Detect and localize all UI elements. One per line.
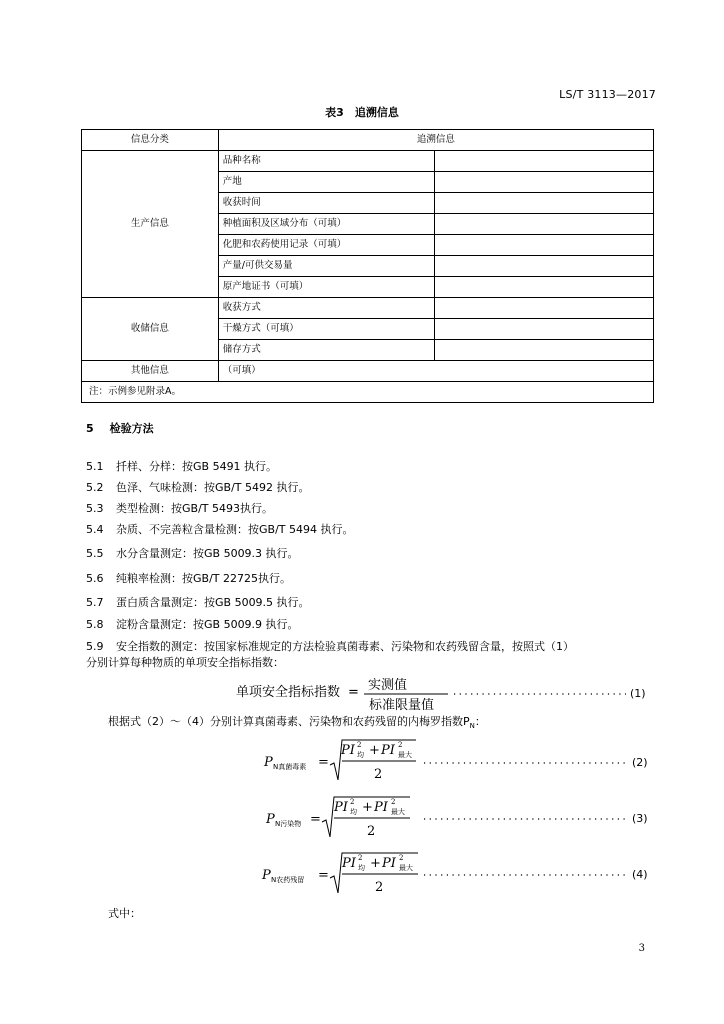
item-cell: 产量/可供交易量 [218, 256, 435, 277]
equation-number: (1) [630, 687, 646, 700]
var-p: P [262, 868, 271, 883]
clause-item [86, 594, 310, 610]
plus-sign: + [370, 856, 381, 871]
value-cell [435, 340, 654, 361]
var-p: P [264, 755, 273, 770]
paragraph-text-end: ： [474, 715, 486, 728]
clause-item [86, 616, 299, 632]
var-pi: PI [341, 743, 355, 758]
clause-number: 5.3 [86, 502, 104, 515]
var-p-subscript: N农药残留 [271, 876, 305, 884]
value-cell [435, 277, 654, 298]
nemerow-paragraph [108, 713, 486, 730]
clause-number: 5.6 [86, 572, 104, 585]
table-row [82, 361, 654, 382]
exponent: 2 [391, 798, 396, 806]
clause-text: 扦样、分样：按GB 5491 执行。 [116, 460, 278, 473]
denominator: 2 [374, 767, 383, 782]
value-cell [435, 172, 654, 193]
page-number: 3 [638, 943, 645, 954]
value-cell [435, 151, 654, 172]
table-note-row [82, 382, 654, 403]
item-cell: 收获时间 [218, 193, 435, 214]
value-cell [435, 193, 654, 214]
table-row [82, 298, 654, 319]
equals-sign: = [310, 812, 321, 827]
clause-text: 类型检测：按GB/T 5493执行。 [116, 502, 273, 515]
exponent: 2 [398, 741, 403, 749]
plus-sign: + [362, 800, 373, 815]
item-cell: 化肥和农药使用记录（可填） [218, 235, 435, 256]
exponent: 2 [350, 798, 355, 806]
clause-text: 杂质、不完善粒含量检测：按GB/T 5494 执行。 [116, 523, 354, 536]
formula-4 [0, 848, 724, 908]
equals-sign: = [318, 755, 329, 770]
equation-number: (2) [632, 756, 648, 769]
where-label: 式中： [108, 907, 141, 920]
clause-number: 5.9 [86, 640, 104, 653]
denominator: 2 [367, 824, 376, 839]
item-cell: 储存方式 [218, 340, 435, 361]
subscript-avg: 均 [358, 864, 365, 872]
standard-number: LS/T 3113—2017 [559, 88, 656, 101]
table-title: 表3 追溯信息 [325, 106, 399, 119]
category-cell: 生产信息 [82, 151, 219, 298]
var-pi: PI [334, 800, 348, 815]
column-header: 追溯信息 [218, 130, 653, 151]
clause-item [86, 458, 277, 474]
paragraph-subscript: N [469, 722, 475, 731]
traceability-table [81, 129, 654, 403]
clause-number: 5.2 [86, 481, 104, 494]
formula-lhs: 单项安全指标指数 [236, 685, 341, 700]
clause-text: 纯粮率检测：按GB/T 22725执行。 [116, 572, 291, 585]
clause-number: 5.8 [86, 618, 104, 631]
var-pi: PI [382, 856, 396, 871]
item-cell: 种植面积及区域分布（可填） [218, 214, 435, 235]
subscript-max: 最大 [391, 808, 405, 816]
table-header-row [82, 130, 654, 151]
formula-3 [0, 792, 724, 852]
exponent: 2 [399, 854, 404, 862]
clause-text: 淀粉含量测定：按GB 5009.9 执行。 [116, 618, 299, 631]
clause-item [86, 638, 574, 654]
table-note: 注：示例参见附录A。 [82, 382, 654, 403]
item-cell: 产地 [218, 172, 435, 193]
item-cell: （可填） [218, 361, 653, 382]
table-row [82, 151, 654, 172]
var-pi: PI [381, 743, 395, 758]
clause-number: 5.5 [86, 547, 104, 560]
subscript-max: 最大 [398, 751, 412, 759]
clause-item [86, 479, 309, 495]
clause-text: 蛋白质含量测定：按GB 5009.5 执行。 [116, 596, 310, 609]
item-cell: 品种名称 [218, 151, 435, 172]
clause-item [86, 570, 291, 586]
section-title: 检验方法 [109, 422, 154, 435]
section-heading [86, 420, 154, 436]
equation-number: (4) [632, 868, 648, 881]
subscript-max: 最大 [399, 864, 413, 872]
exponent: 2 [357, 741, 362, 749]
var-p-subscript: N污染物 [275, 820, 302, 828]
column-header: 信息分类 [82, 130, 219, 151]
clause-text: 色泽、气味检测：按GB/T 5492 执行。 [116, 481, 310, 494]
equals-sign: = [318, 868, 329, 883]
clause-text-continued: 分别计算每种物质的单项安全指标指数： [86, 656, 284, 669]
value-cell [435, 214, 654, 235]
value-cell [435, 256, 654, 277]
fraction-denominator: 标准限量值 [369, 698, 435, 713]
denominator: 2 [375, 880, 384, 895]
var-p: P [266, 812, 275, 827]
clause-number: 5.1 [86, 460, 104, 473]
value-cell [435, 235, 654, 256]
paragraph-text: 根据式（2）～（4）分别计算真菌毒素、污染物和农药残留的内梅罗指数P [108, 715, 470, 728]
clause-number: 5.4 [86, 523, 104, 536]
subscript-avg: 均 [350, 808, 357, 816]
var-pi: PI [342, 856, 356, 871]
fraction-numerator: 实测值 [368, 678, 408, 693]
section-number: 5 [86, 422, 94, 435]
clause-item [86, 500, 273, 516]
equals-sign: = [348, 685, 359, 700]
value-cell [435, 319, 654, 340]
var-p-subscript: N真菌毒素 [273, 763, 307, 771]
clause-item [86, 545, 299, 561]
item-cell: 干燥方式（可填） [218, 319, 435, 340]
plus-sign: + [369, 743, 380, 758]
formula-2 [0, 734, 724, 794]
clause-item [86, 521, 353, 537]
var-pi: PI [374, 800, 388, 815]
value-cell [435, 298, 654, 319]
equation-number: (3) [632, 812, 648, 825]
clause-text: 安全指数的测定：按国家标准规定的方法检验真菌毒素、污染物和农药残留含量，按照式（1） [116, 640, 574, 653]
item-cell: 收获方式 [218, 298, 435, 319]
clause-text: 水分含量测定：按GB 5009.3 执行。 [116, 547, 299, 560]
subscript-avg: 均 [357, 751, 364, 759]
category-cell: 收储信息 [82, 298, 219, 361]
exponent: 2 [358, 854, 363, 862]
category-cell: 其他信息 [82, 361, 219, 382]
item-cell: 原产地证书（可填） [218, 277, 435, 298]
clause-number: 5.7 [86, 596, 104, 609]
